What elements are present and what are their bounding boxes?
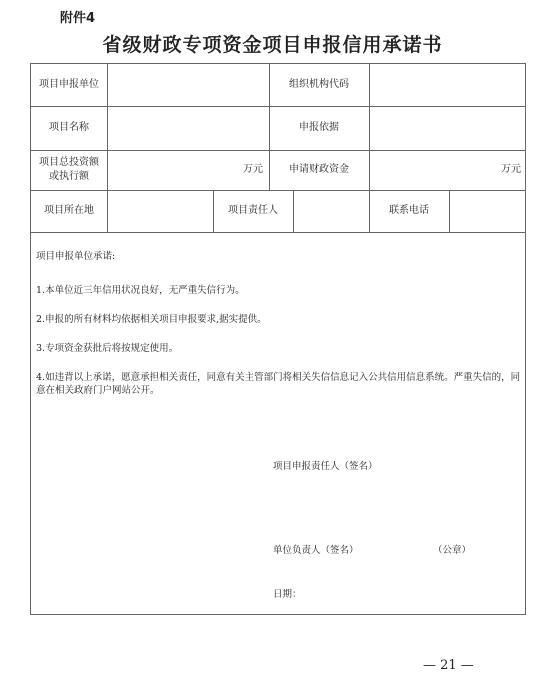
attachment-label: 附件4 bbox=[60, 11, 96, 26]
phone-label: 联系电话 bbox=[389, 205, 429, 216]
project-location-value[interactable] bbox=[108, 190, 213, 232]
commitment-heading: 项目申报单位承诺: bbox=[36, 251, 116, 262]
unit-wan-yuan: 万元 bbox=[501, 164, 521, 175]
phone-value[interactable] bbox=[450, 190, 527, 232]
document-title: 省级财政专项资金项目申报信用承诺书 bbox=[102, 34, 443, 56]
project-manager-value[interactable] bbox=[294, 190, 369, 232]
project-location-label: 项目所在地 bbox=[44, 205, 94, 216]
unit-wan-yuan: 万元 bbox=[243, 164, 263, 175]
project-name-value[interactable] bbox=[108, 106, 269, 150]
date-label: 日期： bbox=[273, 589, 302, 600]
unit-head-signature: 单位负责人（签名） bbox=[273, 545, 359, 556]
org-code-label: 组织机构代码 bbox=[289, 79, 349, 90]
commitment-item: 2.申报的所有材料均依据相关项目申报要求,据实提供。 bbox=[36, 314, 267, 325]
commitment-item: 1.本单位近三年信用状况良好，无严重失信行为。 bbox=[36, 285, 245, 296]
total-investment-label: 项目总投资额 或执行额 bbox=[39, 157, 99, 182]
commitment-form bbox=[30, 63, 526, 615]
application-basis-label: 申报依据 bbox=[299, 122, 339, 133]
applicant-unit-value[interactable] bbox=[108, 64, 269, 106]
fiscal-funds-label: 申请财政资金 bbox=[289, 164, 349, 175]
project-name-label: 项目名称 bbox=[49, 122, 89, 133]
project-manager-label: 项目责任人 bbox=[228, 205, 278, 216]
page-number: — 21 — bbox=[423, 658, 474, 673]
applicant-unit-label: 项目申报单位 bbox=[39, 79, 99, 90]
responsible-person-signature: 项目申报责任人（签名） bbox=[273, 461, 378, 472]
fiscal-funds-value[interactable] bbox=[370, 150, 527, 190]
row-divider bbox=[31, 232, 525, 233]
commitment-item: 4.如违背以上承诺，愿意承担相关责任，同意有关主管部门将相关失信信息记入公共信用信息系统。严重失信的，同意在相关政府门户网站公开。 bbox=[36, 372, 521, 396]
application-basis-value[interactable] bbox=[370, 106, 527, 150]
total-investment-value[interactable] bbox=[108, 150, 269, 190]
official-seal: （公章） bbox=[433, 545, 472, 556]
org-code-value[interactable] bbox=[370, 64, 527, 106]
commitment-item: 3.专项资金获批后将按规定使用。 bbox=[36, 343, 179, 354]
